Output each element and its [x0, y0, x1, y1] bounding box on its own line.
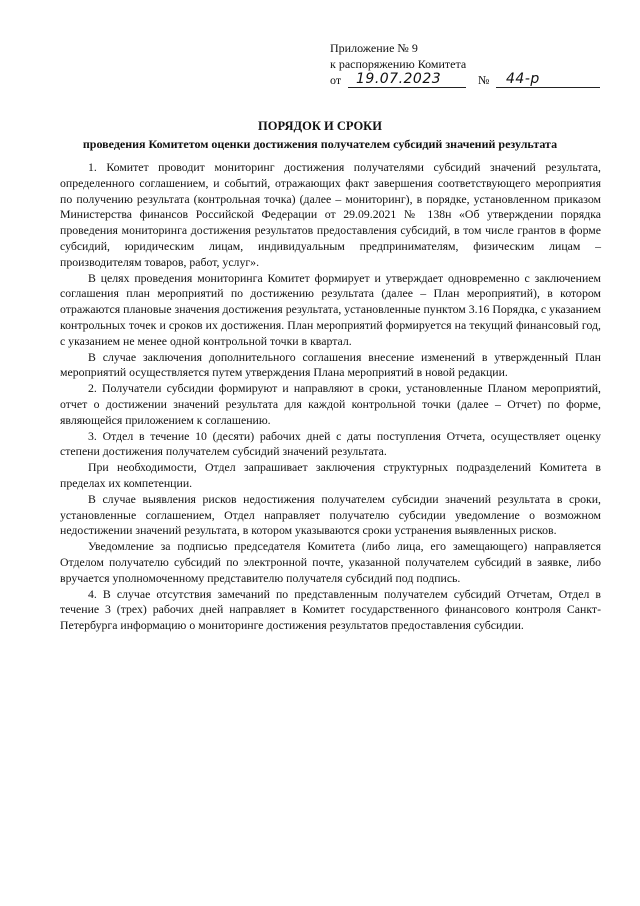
paragraph: 3. Отдел в течение 10 (десяти) рабочих дней с даты поступления Отчета, осуществляет оценку степени достижения получателем субсидий значений результата.	[60, 428, 601, 459]
appendix-number: Приложение № 9	[330, 41, 418, 55]
date-number-row	[330, 72, 600, 90]
document-title: ПОРЯДОК И СРОКИ	[258, 119, 382, 133]
paragraph: В целях проведения мониторинга Комитет формирует и утверждает одновременно с заключением соглашения план мероприятий по достижению результата (далее – План мероприятий), в котором отражаются плановые значения достижения результата, установленные пунктом 3.16 Порядка, с указанием контрольных точек и сроков их достижения. План мероприятий формируется на текущий финансовый год, с указанием не менее одной контрольной точки в квартал.	[60, 270, 601, 348]
document-subtitle: проведения Комитетом оценки достижения получателем субсидий значений результата	[82, 137, 558, 151]
appendix-reference: к распоряжению Комитета	[330, 57, 467, 71]
paragraph: При необходимости, Отдел запрашивает заключения структурных подразделений Комитета в пределах их компетенции.	[60, 460, 601, 490]
paragraph: 2. Получатели субсидии формируют и направляют в сроки, установленные Планом мероприятий, отчет о достижении значений результата для каждой контрольной точки (далее – Отчет) по форме, являющейся приложением к соглашению.	[60, 381, 601, 427]
paragraph: 1. Комитет проводит мониторинг достижения получателями субсидий значений результата, определенного соглашением, и событий, отражающих факт завершения соответствующего мероприятия по получению результата (контрольная точка) (далее – мониторинг), в порядке, установленном приказом Министерства финансов Российской Федерации от 29.09.2021 № 138н «Об утверждении порядка проведения мониторинга достижения результатов предоставления субсидий, в том числе грантов в форме субсидий, юридическим лицам, индивидуальным предпринимателям, физическим лицам – производителям товаров, работ, услуг».	[60, 160, 601, 269]
paragraph: В случае заключения дополнительного соглашения внесение изменений в утвержденный План мероприятий осуществляется путем утверждения Плана мероприятий в новой редакции.	[60, 349, 601, 380]
appendix-block	[330, 40, 600, 90]
paragraph: 4. В случае отсутствия замечаний по представленным получателем субсидий Отчетам, Отдел в течение 3 (трех) рабочих дней направляет в Комитет государственного финансового контроля Санкт-Петербурга информацию о мониторинге достижения результатов предоставления субсидии.	[60, 586, 601, 633]
document-body	[60, 160, 601, 634]
handwritten-date: 19.07.2023	[356, 71, 442, 87]
paragraph: В случае выявления рисков недостижения получателем субсидии значений результата в сроки, установленные соглашением, Отдел направляет получателю субсидии уведомление о возможном недостижении значений результата, в котором указываются сроки устранения выявленных рисков.	[60, 491, 601, 538]
from-label: от	[330, 73, 342, 87]
number-label: №	[478, 73, 490, 87]
paragraph: Уведомление за подписью председателя Комитета (либо лица, его замещающего) направляется Отделом получателю субсидий по электронной почте, указанной получателем субсидий в заявке, либо вручается уполномоченному представителю получателя субсидий под подпись.	[60, 539, 601, 585]
handwritten-number: 44-р	[506, 71, 540, 87]
